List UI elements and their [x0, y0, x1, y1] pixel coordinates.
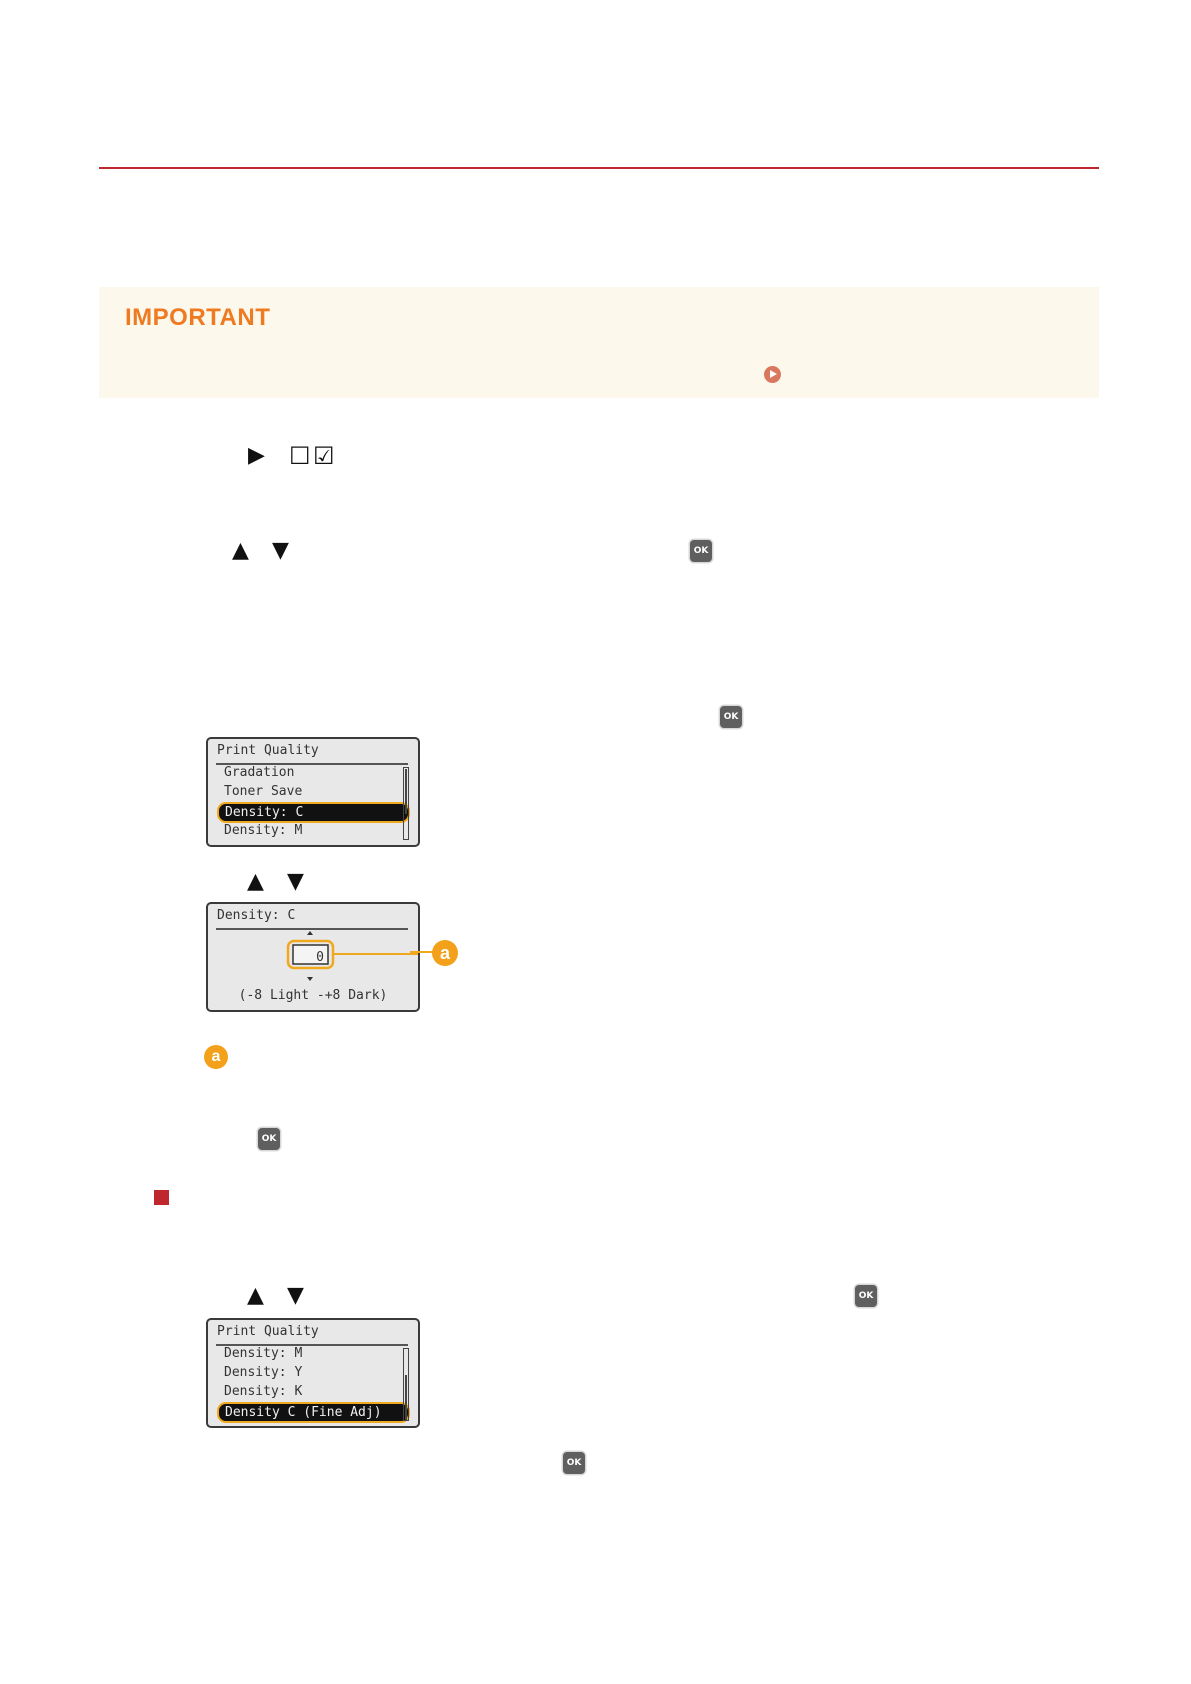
lcd-menu-item: Density: Y	[224, 1365, 303, 1380]
lcd-menu-item: Toner Save	[224, 784, 303, 799]
lcd-title: Print Quality	[217, 743, 319, 758]
up-arrow-icon: ▲	[247, 869, 264, 894]
lcd-menu-item-selected: Density C (Fine Adj)	[217, 1402, 410, 1423]
lcd-title: Print Quality	[217, 1324, 319, 1339]
header-rule	[99, 167, 1099, 169]
up-arrow-icon: ▲	[247, 1283, 264, 1308]
section-marker	[154, 1190, 169, 1205]
lcd-value: 0	[316, 950, 324, 965]
lcd-range-hint: (-8 Light -+8 Dark)	[238, 988, 388, 1003]
lcd-scrollbar	[403, 767, 409, 840]
lcd-title: Density: C	[217, 908, 296, 923]
down-arrow-icon: ▼	[272, 538, 289, 563]
ok-key-icon: OK	[690, 540, 712, 562]
lcd-menu-item: Density: K	[224, 1384, 303, 1399]
down-arrow-icon: ▼	[287, 869, 304, 894]
up-arrow-icon: ▲	[232, 538, 249, 563]
checkbox-checked-icon: ☑	[313, 442, 335, 470]
important-title: IMPORTANT	[125, 304, 271, 331]
ok-key-icon: OK	[720, 706, 742, 728]
link-arrow-icon[interactable]	[764, 366, 781, 383]
lcd-screen-density	[206, 902, 420, 1012]
down-arrow-icon: ▼	[287, 1283, 304, 1308]
callout-badge: a	[204, 1045, 228, 1069]
right-arrow-icon: ▶	[248, 443, 265, 468]
ok-key-icon: OK	[258, 1128, 280, 1150]
ok-key-icon: OK	[855, 1285, 877, 1307]
ok-key-icon: OK	[563, 1452, 585, 1474]
lcd-menu-item: Density: M	[224, 823, 303, 838]
lcd-screen-print-quality	[206, 737, 420, 847]
lcd-menu-item: Gradation	[224, 765, 295, 780]
lcd-menu-item-selected: Density: C	[217, 802, 410, 823]
checkbox-empty-icon: ☐	[289, 442, 311, 470]
lcd-scrollbar	[403, 1348, 409, 1421]
lcd-menu-item: Density: M	[224, 1346, 303, 1361]
callout-badge: a	[432, 940, 458, 966]
lcd-screen-print-quality-fine	[206, 1318, 420, 1428]
